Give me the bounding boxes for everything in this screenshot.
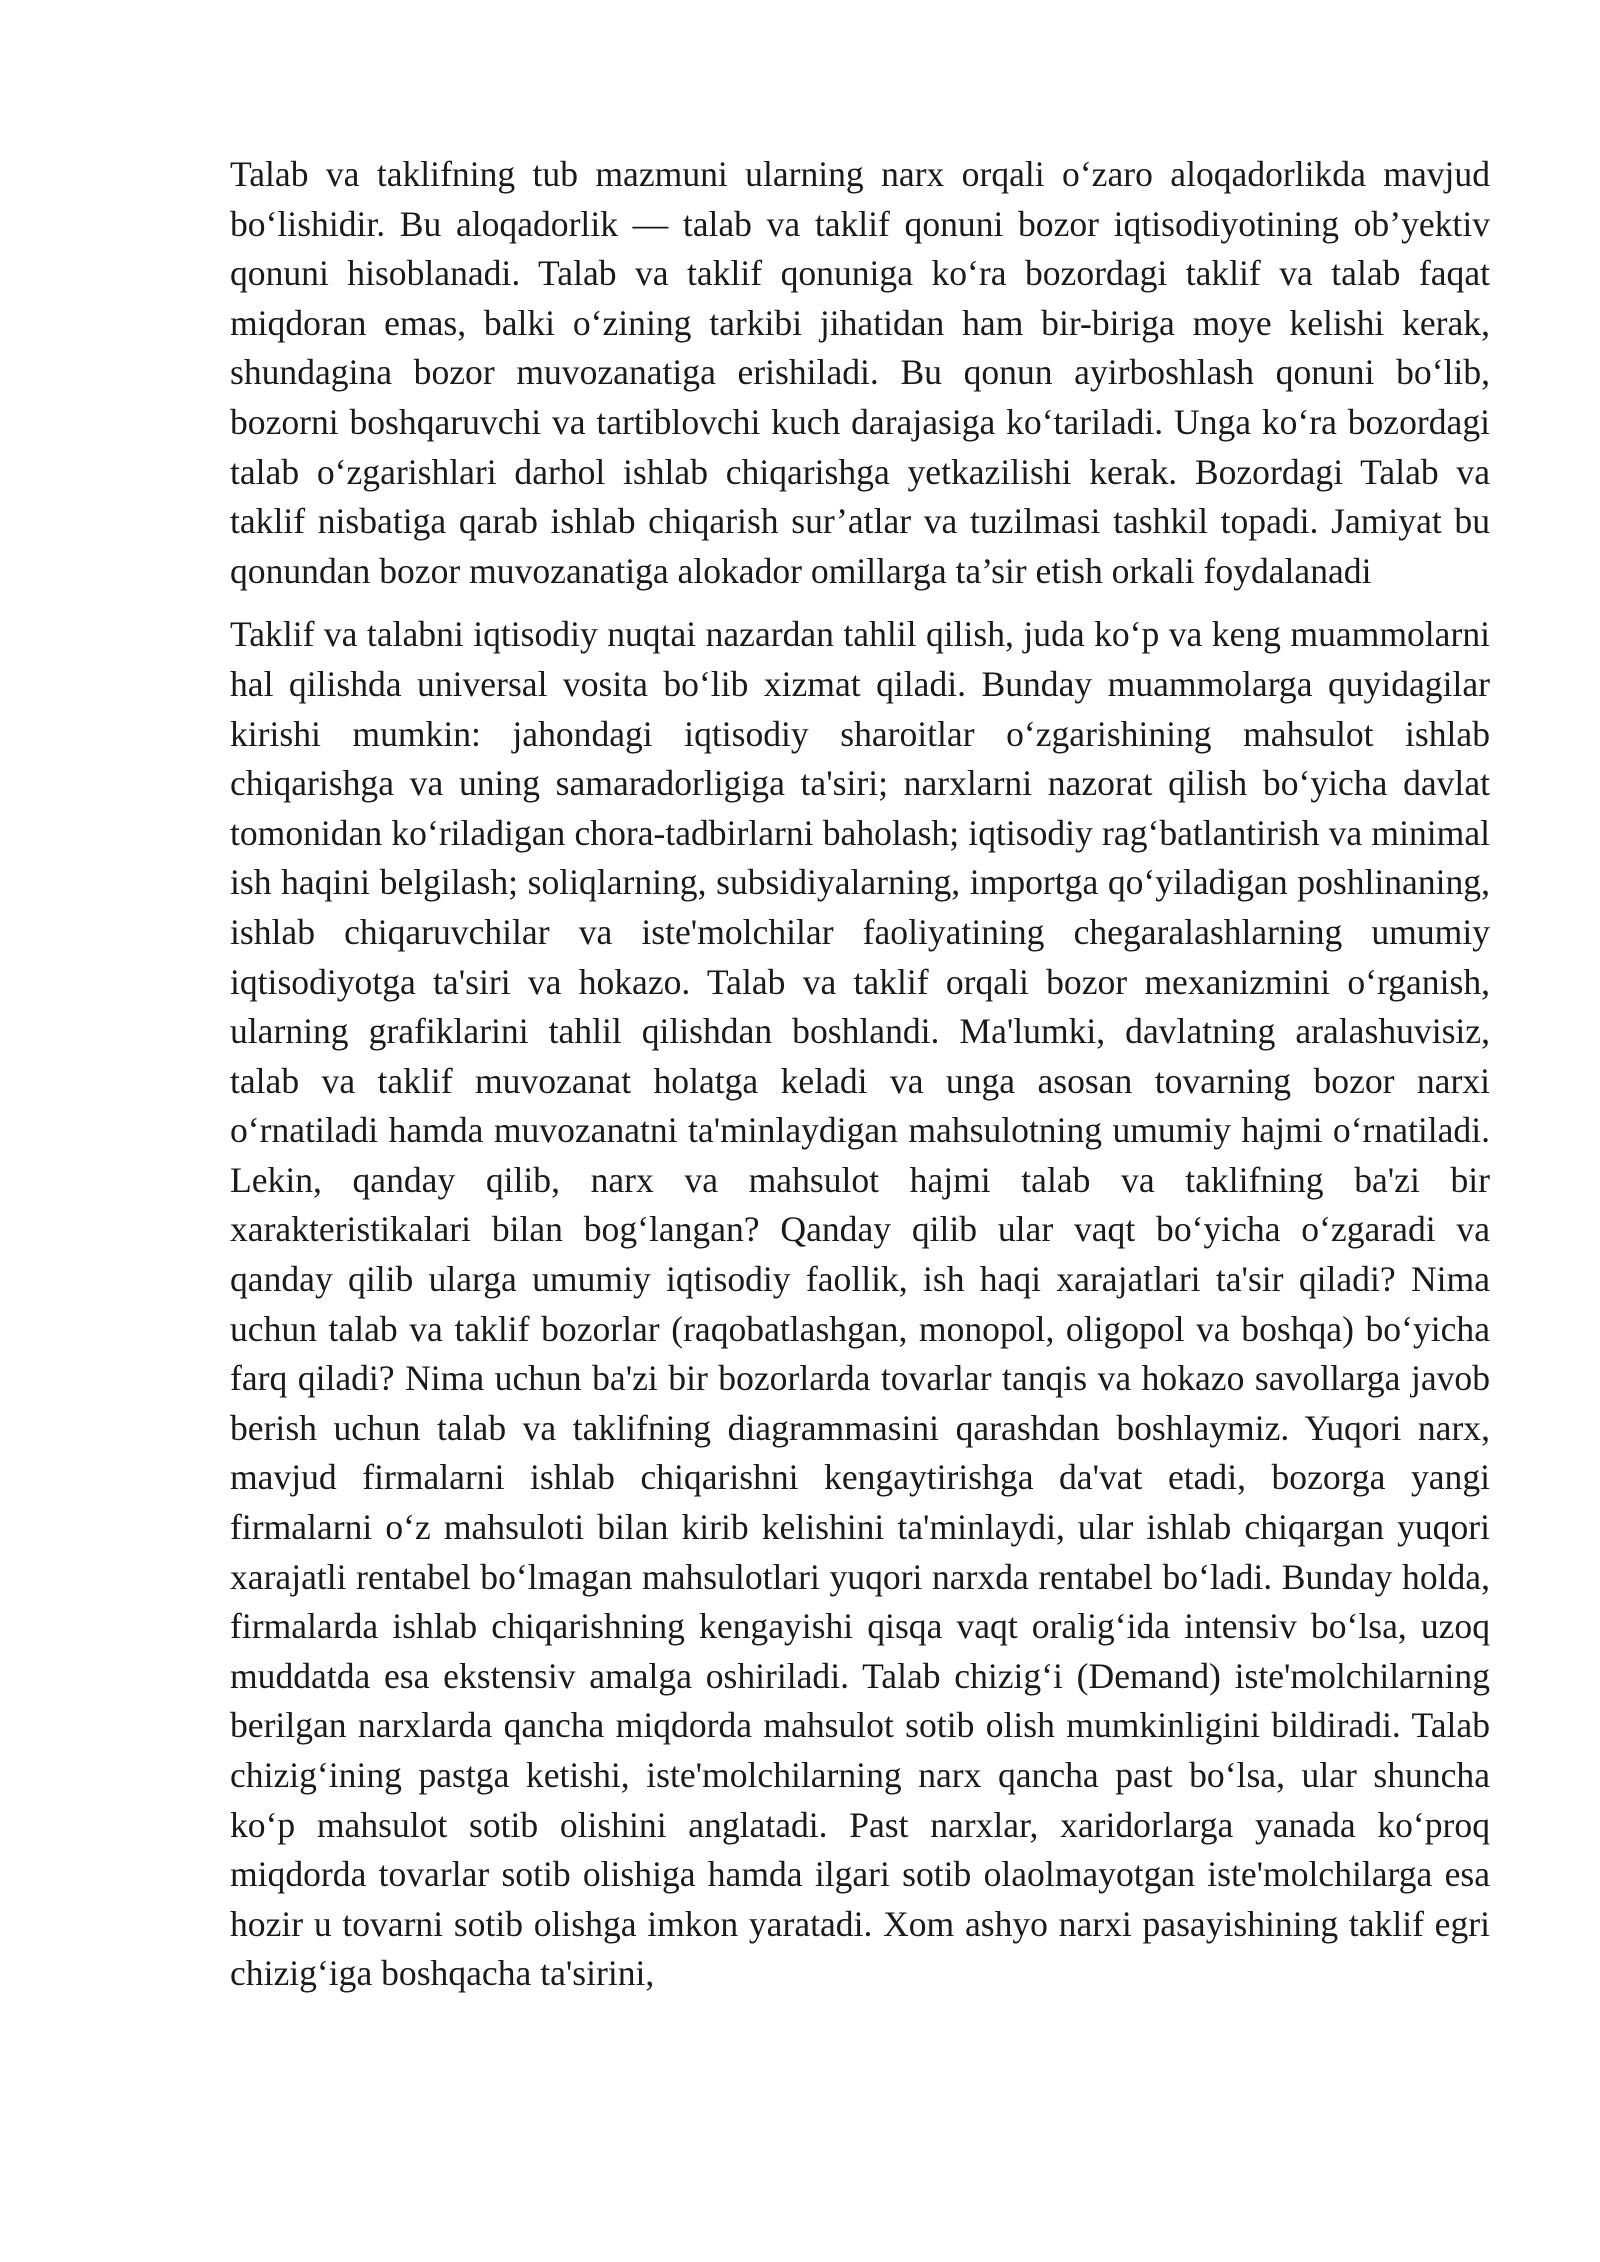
paragraph-law-of-supply-demand: Talab va taklifning tub mazmuni ularning narx orqali o‘zaro aloqadorlikda mavjud bo‘lishidir. Bu aloqadorlik — talab va taklif qonuni bozor iqtisodiyotining ob’yektiv qonuni hisoblanadi. Talab va taklif qonuniga ko‘ra bozordagi taklif va talab faqat miqdoran emas, balki o‘zining tarkibi jihatidan ham bir-biriga moye kelishi kerak, shundagina bozor muvozanatiga erishiladi. Bu qonun ayirboshlash qonuni bo‘lib, bozorni boshqaruvchi va tartiblovchi kuch darajasiga ko‘tariladi. Unga ko‘ra bozordagi talab o‘zgarishlari darhol ishlab chiqarishga yetkazilishi kerak. Bozordagi Talab va taklif nisbatiga qarab ishlab chiqarish sur’atlar va tuzilmasi tashkil topadi. Jamiyat bu qonundan bozor muvozanatiga alokador omillarga ta’sir etish orkali foydalanadi <box>230 154 1490 591</box>
paragraph-supply-demand-analysis: Taklif va talabni iqtisodiy nuqtai nazardan tahlil qilish, juda ko‘p va keng muammolarni hal qilishda universal vosita bo‘lib xizmat qiladi. Bunday muammolarga quyidagilar kirishi mumkin: jahondagi iqtisodiy sharoitlar o‘zgarishining mahsulot ishlab chiqarishga va uning samaradorligiga ta'siri; narxlarni nazorat qilish bo‘yicha davlat tomonidan ko‘riladigan chora-tadbirlarni baholash; iqtisodiy rag‘batlantirish va minimal ish haqini belgilash; soliqlarning, subsidiyalarning, importga qo‘yiladigan poshlinaning, ishlab chiqaruvchilar va iste'molchilar faoliyatining chegaralashlarning umumiy iqtisodiyotga ta'siri va hokazo. Talab va taklif orqali bozor mexanizmini o‘rganish, ularning grafiklarini tahlil qilishdan boshlandi. Ma'lumki, davlatning aralashuvisiz, talab va taklif muvozanat holatga keladi va unga asosan tovarning bozor narxi o‘rnatiladi hamda muvozanatni ta'minlaydigan mahsulotning umumiy hajmi o‘rnatiladi. Lekin, qanday qilib, narx va mahsulot hajmi talab va taklifning ba'zi bir xarakteristikalari bilan bog‘langan? Qanday qilib ular vaqt bo‘yicha o‘zgaradi va qanday qilib ularga umumiy iqtisodiy faollik, ish haqi xarajatlari ta'sir qiladi? Nima uchun talab va taklif bozorlar (raqobatlashgan, monopol, oligopol va boshqa) bo‘yicha farq qiladi? Nima uchun ba'zi bir bozorlarda tovarlar tanqis va hokazo savollarga javob berish uchun talab va taklifning diagrammasini qarashdan boshlaymiz. Yuqori narx, mavjud firmalarni ishlab chiqarishni kengaytirishga da'vat etadi, bozorga yangi firmalarni o‘z mahsuloti bilan kirib kelishini ta'minlaydi, ular ishlab chiqargan yuqori xarajatli rentabel bo‘lmagan mahsulotlari yuqori narxda rentabel bo‘ladi. Bunday holda, firmalarda ishlab chiqarishning kengayishi qisqa vaqt oralig‘ida intensiv bo‘lsa, uzoq muddatda esa ekstensiv amalga oshiriladi. Talab chizig‘i (Demand) iste'molchilarning berilgan narxlarda qancha miqdorda mahsulot sotib olish mumkinligini bildiradi. Talab chizig‘ining pastga ketishi, iste'molchilarning narx qancha past bo‘lsa, ular shuncha ko‘p mahsulot sotib olishini anglatadi. Past narxlar, xaridorlarga yanada ko‘proq miqdorda tovarlar sotib olishiga hamda ilgari sotib olaolmayotgan iste'molchilarga esa hozir u tovarni sotib olishga imkon yaratadi. Xom ashyo narxi pasayishining taklif egri chizig‘iga boshqacha ta'sirini, <box>230 614 1490 1994</box>
document-page <box>230 150 1490 1999</box>
